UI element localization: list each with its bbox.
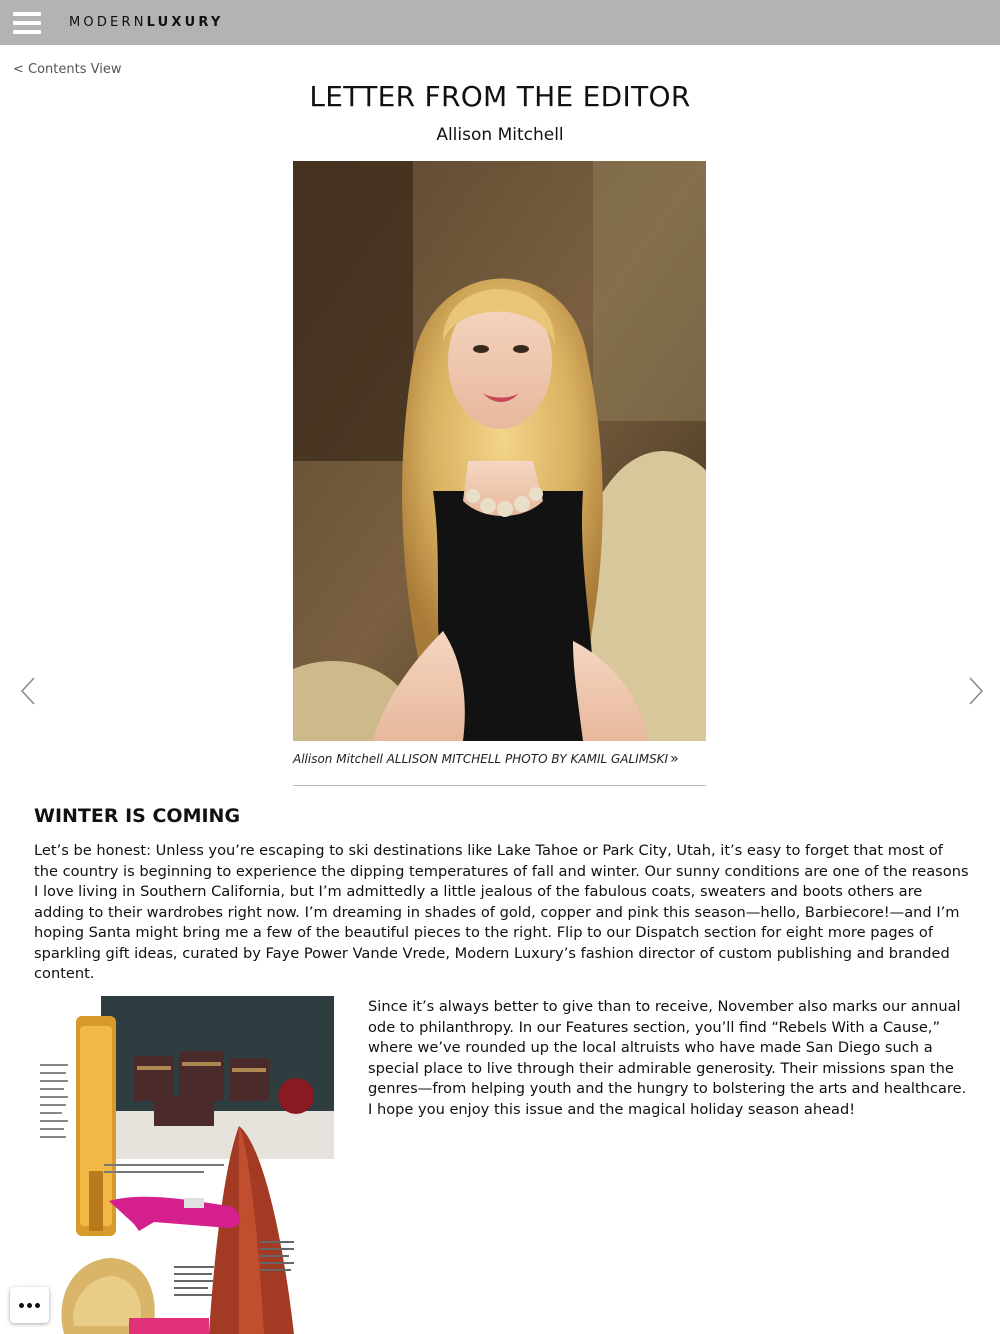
- top-bar: [0, 0, 1000, 45]
- caption-expand-link[interactable]: »: [670, 751, 679, 767]
- modern-luxury-logo[interactable]: [69, 15, 224, 30]
- chevron-right-icon[interactable]: [966, 676, 984, 706]
- chevron-left-icon[interactable]: [20, 676, 38, 706]
- logo-modern: MODERN: [69, 15, 147, 30]
- hamburger-menu-icon[interactable]: [13, 12, 41, 34]
- page-title: LETTER FROM THE EDITOR: [309, 80, 691, 113]
- article-paragraph-2: Since it’s always better to give than to receive, November also marks our annual ode to philanthropy. In our Features section, you’ll find “Rebels With a Cause,” where we’ve rounded up the local altruists who have made San Diego such a special place to live through their admirable generosity. Their missions span the genres—from helping youth and the hungry to bolstering the arts and healthcare. I hope you enjoy this issue and the magical holiday season ahead!: [368, 998, 967, 1118]
- author-byline: Allison Mitchell: [436, 125, 564, 145]
- gift-collage-image[interactable]: [34, 996, 334, 1334]
- section-heading: WINTER IS COMING: [34, 805, 241, 827]
- photo-caption: [293, 751, 706, 767]
- caption-divider: [293, 785, 706, 786]
- photo-caption-text: Allison Mitchell ALLISON MITCHELL PHOTO BY KAMIL GALIMSKI: [293, 752, 669, 766]
- contents-view-link[interactable]: < Contents View: [13, 62, 122, 77]
- logo-luxury: LUXURY: [146, 15, 224, 30]
- article-paragraph-1: Let’s be honest: Unless you’re escaping to ski destinations like Lake Tahoe or Park City, Utah, it’s easy to forget that most of the country is beginning to experience the dipping temperatures of fall and winter. Our sunny conditions are one of the reasons I love living in Southern California, but I’m admittedly a little jealous of the fabulous coats, sweaters and boots others are adding to their wardrobes right now. I’m dreaming in shades of gold, copper and pink this season—hello, Barbiecore!—and I’m hoping Santa might bring me a few of the beautiful pieces to the right. Flip to our Dispatch section for eight more pages of sparkling gift ideas, curated by Faye Power Vande Vrede, Modern Luxury’s fashion director of custom publishing and branded content.: [34, 842, 969, 982]
- editor-portrait-photo[interactable]: [293, 161, 706, 741]
- more-options-icon[interactable]: [10, 1287, 49, 1323]
